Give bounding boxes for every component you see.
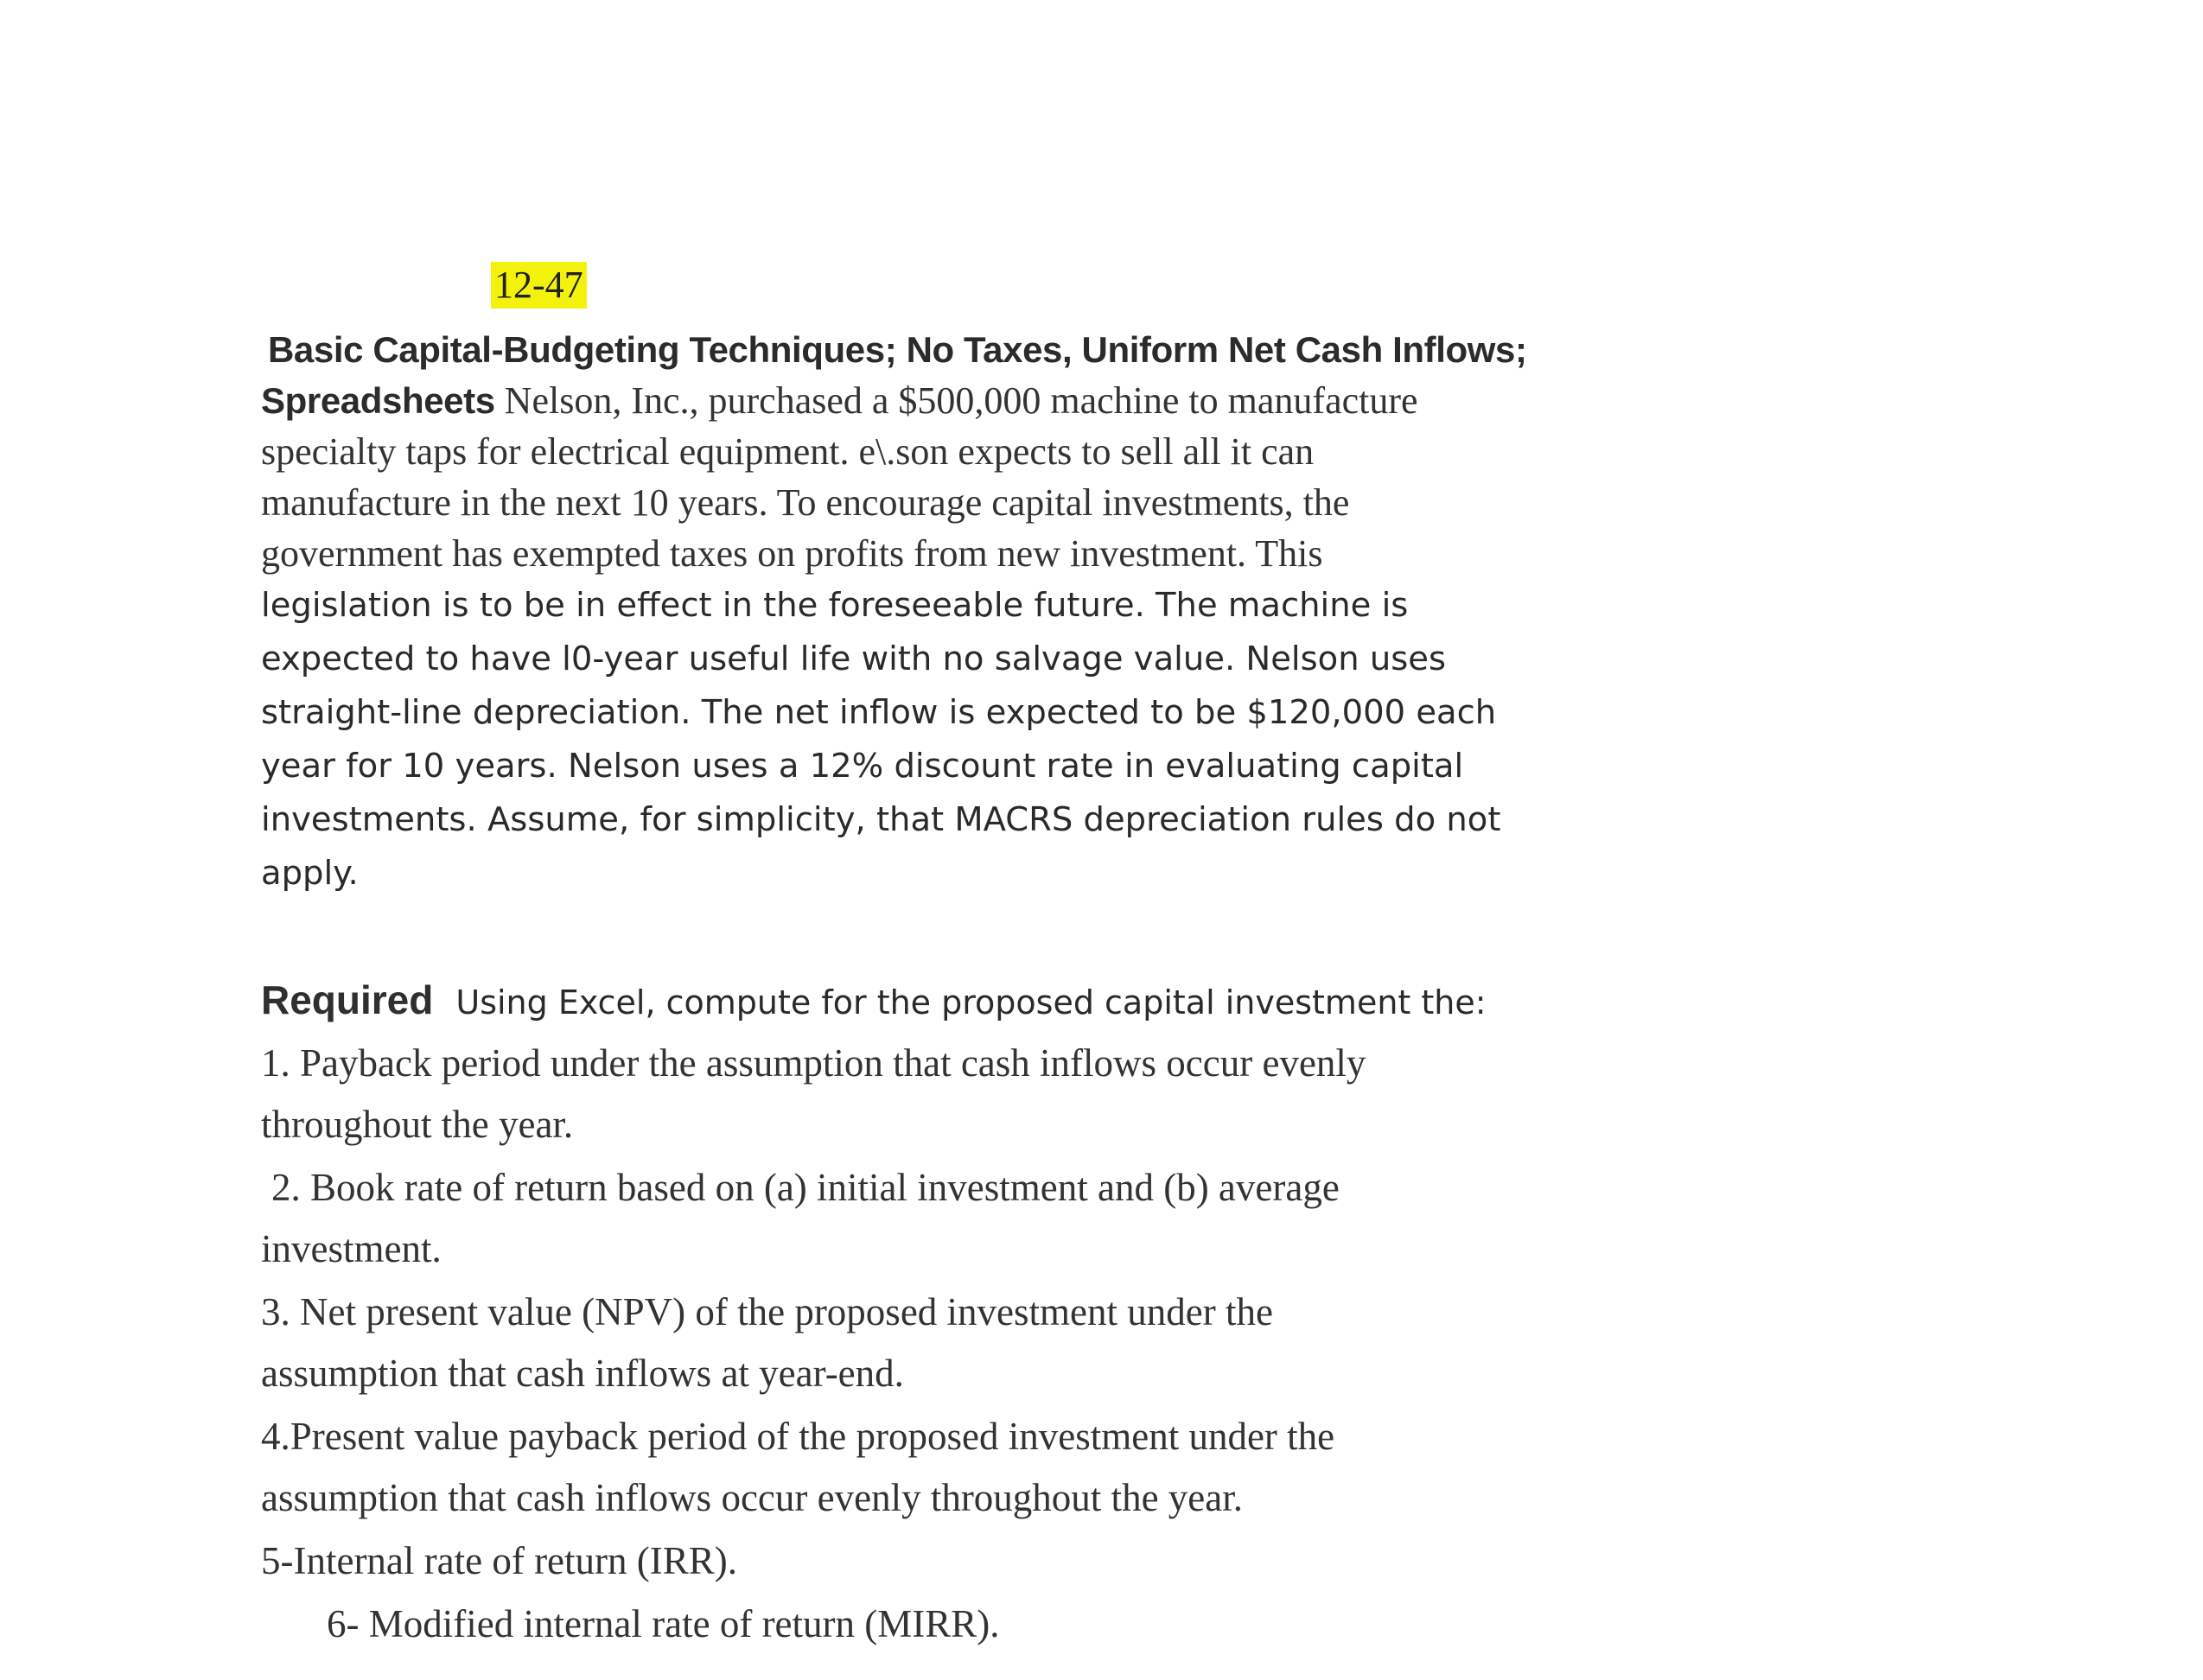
problem-body-line-1 bbox=[261, 375, 1652, 426]
problem-body-line-6: expected to have l0-year useful life with no salvage value. Nelson uses bbox=[261, 640, 1447, 678]
required-item-6 bbox=[261, 1594, 1644, 1655]
problem-body-line-9: investments. Assume, for simplicity, that MACRS depreciation rules do not bbox=[261, 800, 1501, 839]
required-item-3-line-1: 3. Net present value (NPV) of the proposed investment under the bbox=[261, 1290, 1273, 1333]
problem-body-line-3: manufacture in the next 10 years. To encourage capital investments, the bbox=[261, 481, 1350, 524]
required-item-2-line-2: investment. bbox=[261, 1227, 442, 1270]
problem-title-spreadsheets: Spreadsheets bbox=[261, 380, 495, 421]
problem-body-line-8: year for 10 years. Nelson uses a 12% discount rate in evaluating capital bbox=[261, 747, 1464, 786]
body-text: Nelson, Inc., purchased a $500,000 machine to manufacture bbox=[504, 379, 1418, 422]
required-item-6-line-1: 6- Modified internal rate of return (MIRR). bbox=[327, 1602, 1000, 1645]
required-list bbox=[261, 1033, 1644, 1657]
problem-number-highlight: 12-47 bbox=[491, 262, 587, 309]
problem-body-line-5: legislation is to be in effect in the foreseeable future. The machine is bbox=[261, 586, 1409, 625]
problem-body-line-4: government has exempted taxes on profits from new investment. This bbox=[261, 532, 1323, 575]
required-item-2-line-1: 2. Book rate of return based on (a) initial investment and (b) average bbox=[271, 1166, 1340, 1209]
problem-body-line-7: straight-line depreciation. The net inflow is expected to be $120,000 each bbox=[261, 693, 1497, 732]
required-item-5-line-1: 5-Internal rate of return (IRR). bbox=[261, 1539, 738, 1582]
required-heading-row bbox=[261, 975, 1687, 1035]
problem-title-line-1: Basic Capital-Budgeting Techniques; No Taxes, Uniform Net Cash Inflows; bbox=[268, 329, 1527, 370]
required-item-4-line-1: 4.Present value payback period of the proposed investment under the bbox=[261, 1415, 1335, 1458]
required-item-4-line-2: assumption that cash inflows occur evenly throughout the year. bbox=[261, 1476, 1243, 1519]
problem-paragraph bbox=[261, 324, 1652, 900]
required-item-5 bbox=[261, 1530, 1644, 1592]
required-label: Required bbox=[261, 977, 434, 1022]
required-item-4 bbox=[261, 1406, 1644, 1529]
problem-body-line-2: specialty taps for electrical equipment. e\.son expects to sell all it can bbox=[261, 430, 1315, 473]
required-item-1 bbox=[261, 1033, 1644, 1155]
required-item-3-line-2: assumption that cash inflows at year-end. bbox=[261, 1352, 904, 1395]
required-item-1-line-2: throughout the year. bbox=[261, 1103, 574, 1146]
required-item-2 bbox=[261, 1157, 1644, 1280]
required-item-1-line-1: 1. Payback period under the assumption that cash inflows occur evenly bbox=[261, 1041, 1366, 1085]
problem-body-line-10: apply. bbox=[261, 854, 359, 893]
required-item-3 bbox=[261, 1282, 1644, 1404]
required-intro: Using Excel, compute for the proposed capital investment the: bbox=[455, 983, 1487, 1021]
